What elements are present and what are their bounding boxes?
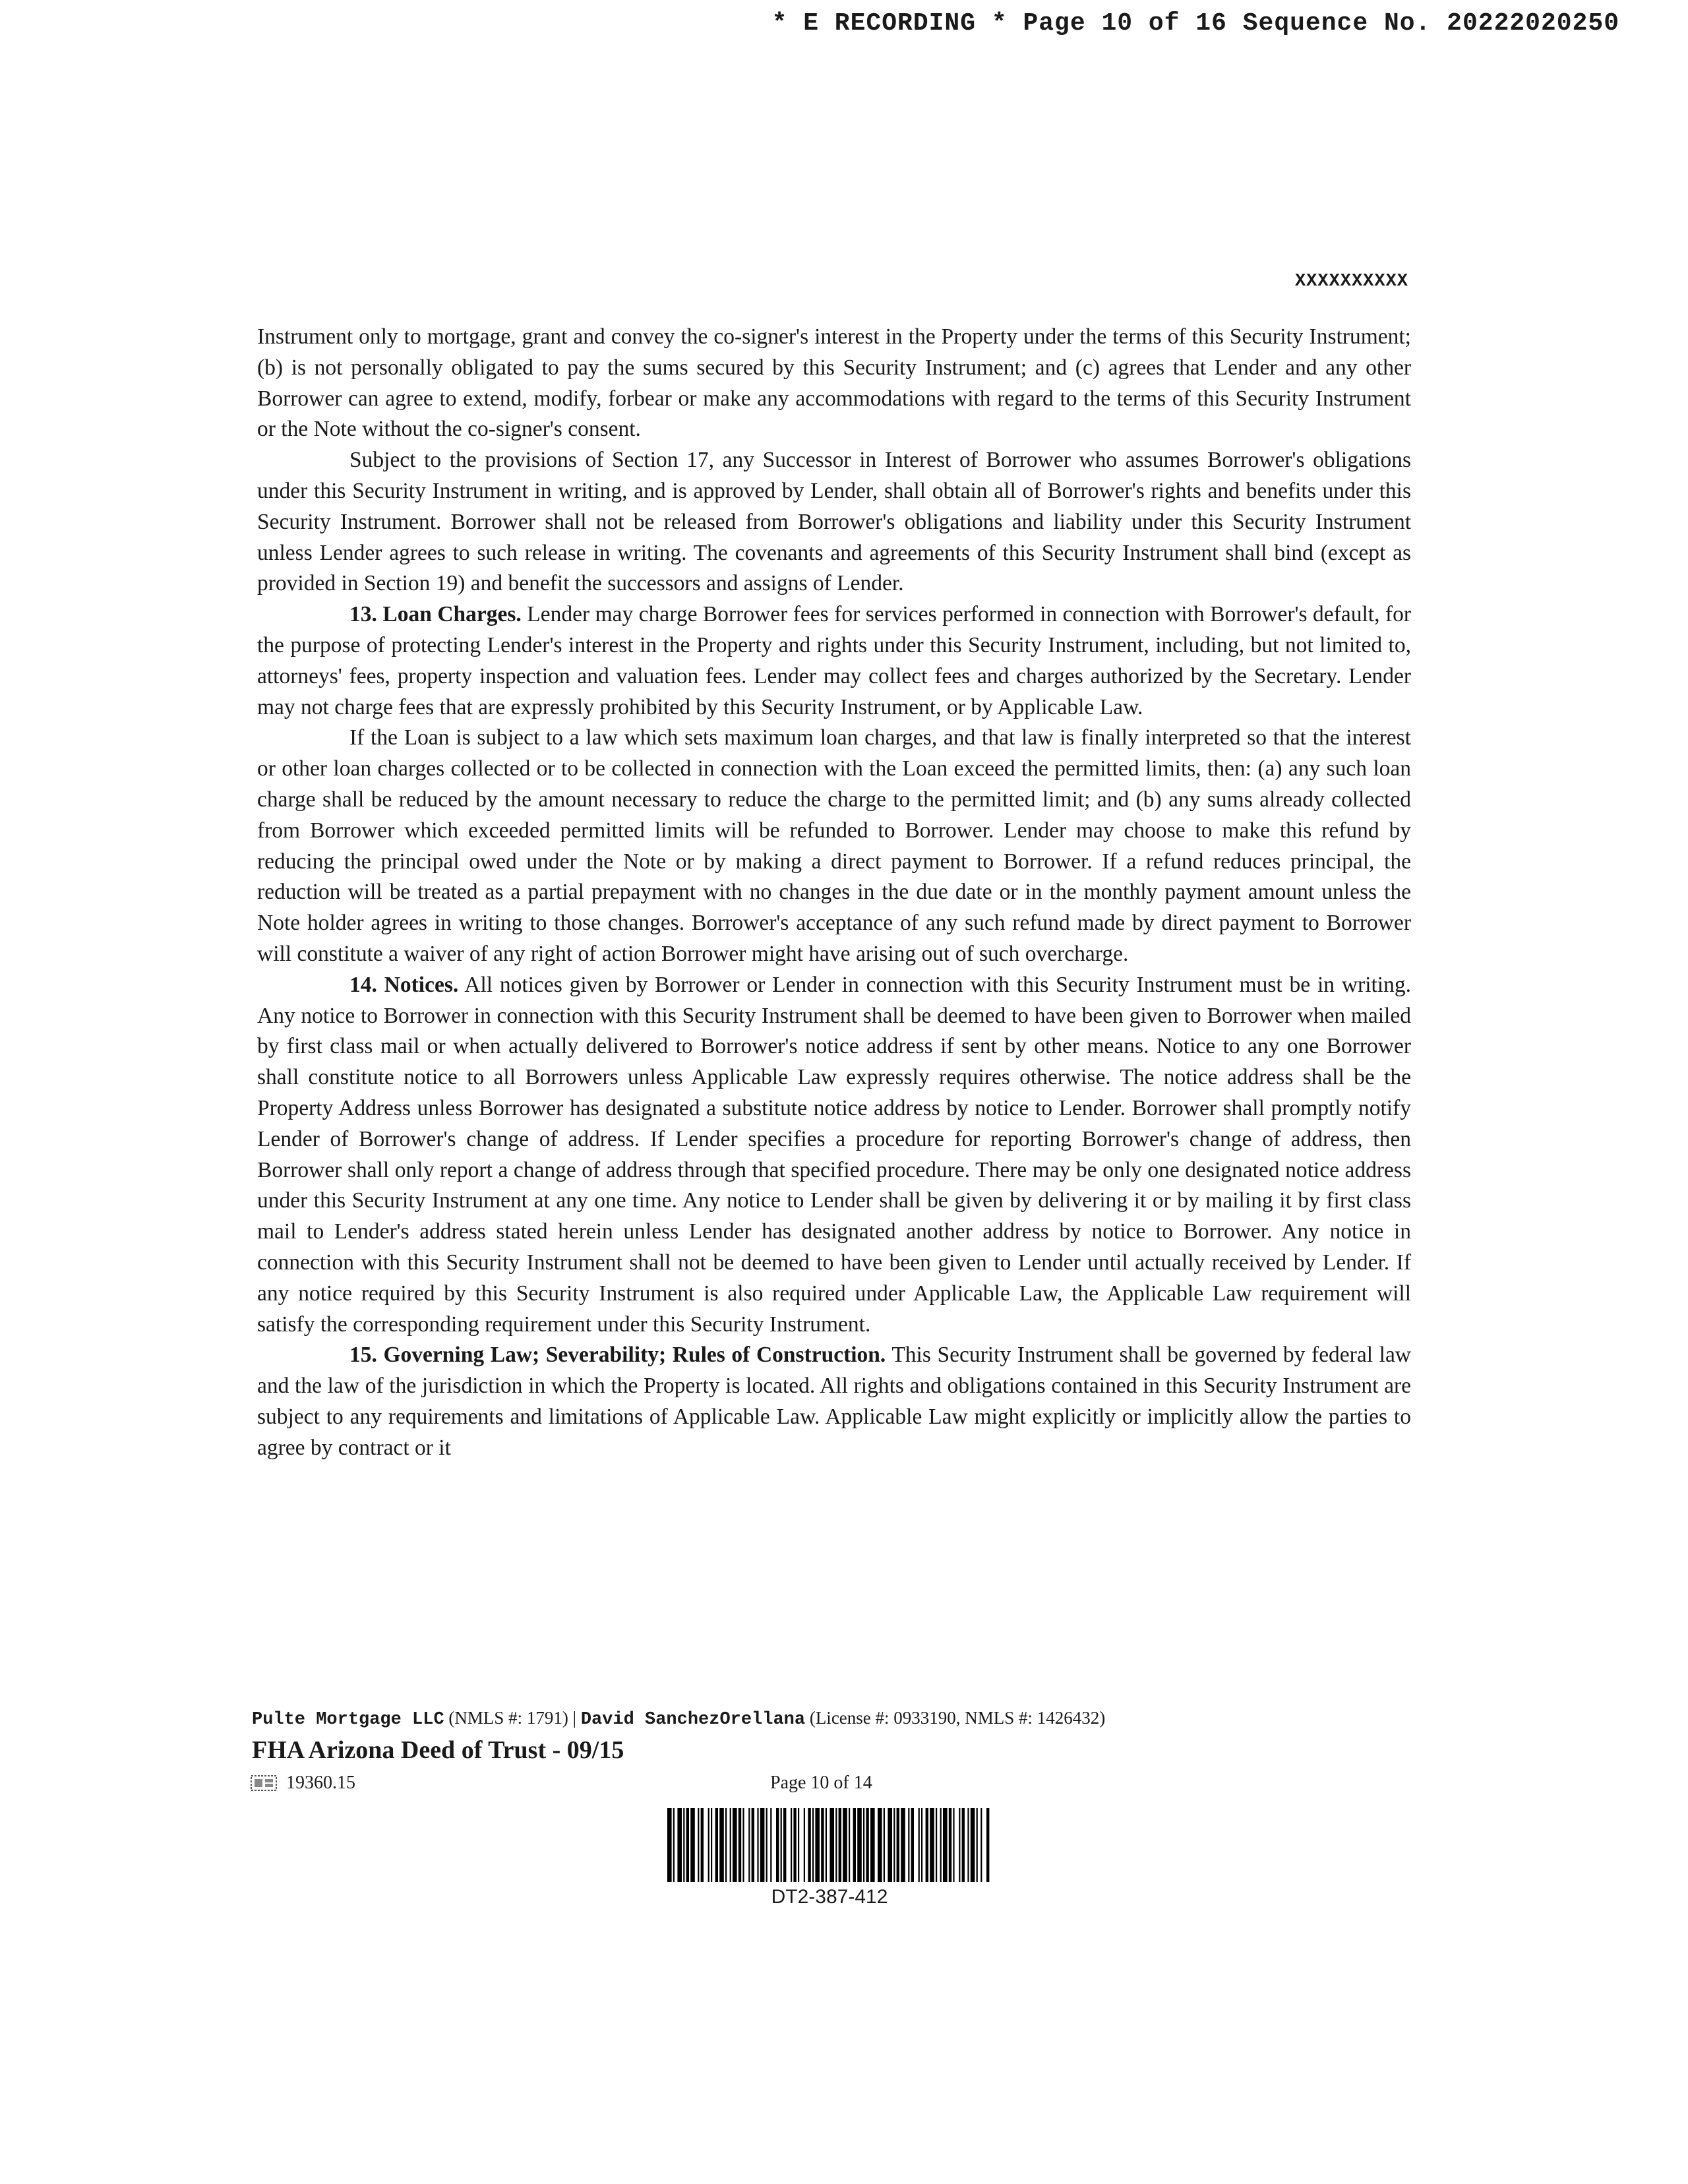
recording-header: * E RECORDING * Page 10 of 16 Sequence No. 20222020250 [771,9,1619,38]
originator-license: (License #: 0933190, NMLS #: 1426432) [805,1708,1106,1728]
form-number-block [251,1773,355,1794]
form-logo-icon [251,1774,277,1792]
paragraph-successor: Subject to the provisions of Section 17, any Successor in Interest of Borrower who assumes Borrower's obligations under this Security Instrument in writing, and is approved by Lender, shall obtain all of Borrower's rights and benefits under this Security Instrument. Borrower shall not be released from Borrower's obligations and liability under this Security Instrument unless Lender agrees to such release in writing. The covenants and agreements of this Security Instrument shall bind (except as provided in Section 19) and benefit the successors and assigns of Lender. [257,448,1411,596]
lender-name: Pulte Mortgage LLC [252,1710,444,1730]
section-15-text: This Security Instrument shall be governed by federal law and the law of the jurisdiction in which the Property is located. All rights and obligations contained in this Security Instrument are subject to any requirements and limitations of Applicable Law. Applicable Law might explicitly or implicitly allow the parties to agree by contract or it [257,1343,1411,1460]
form-title: FHA Arizona Deed of Trust - 09/15 [252,1736,624,1764]
section-15-heading: 15. Governing Law; Severability; Rules of Construction. [349,1343,886,1368]
originator-name: David SanchezOrellana [580,1710,806,1730]
lender-nmls: (NMLS #: 1791) | [444,1708,581,1728]
paragraph-maximum-loan-charges: If the Loan is subject to a law which sets maximum loan charges, and that law is finally interpreted so that the interest or other loan charges collected or to be collected in connection with the Loan exceed the permitted limits, then: (a) any such loan charge shall be reduced by the amount necessary to reduce the charge to the permitted limit; and (b) any sums already collected from Borrower which exceeded permitted limits will be refunded to Borrower. Lender may choose to make this refund by reducing the principal owed under the Note or by making a direct payment to Borrower. If a refund reduces principal, the reduction will be treated as a partial prepayment with no changes in the due date or in the monthly payment amount unless the Note holder agrees in writing to those changes. Borrower's acceptance of any such refund made by direct payment to Borrower will constitute a waiver of any right of action Borrower might have arising out of such overcharge. [257,725,1411,966]
document-body [257,322,1411,1463]
page-number: Page 10 of 14 [770,1773,872,1793]
section-14-notices [257,970,1411,1341]
barcode-icon [665,1808,994,1882]
paragraph-cosigner: Instrument only to mortgage, grant and convey the co-signer's interest in the Property under the terms of this Security Instrument; (b) is not personally obligated to pay the sums secured by this Security Instrument; and (c) agrees that Lender and any other Borrower can agree to extend, modify, forbear or make any accommodations with regard to the terms of this Security Instrument or the Note without the co-signer's consent. [257,324,1411,442]
footer-lender-line [252,1708,1105,1730]
section-15-governing-law [257,1340,1411,1463]
section-13-heading: 13. Loan Charges. [349,602,522,627]
section-14-heading: 14. Notices. [349,972,459,997]
section-13-loan-charges [257,599,1411,723]
loan-number: XXXXXXXXXX [1294,272,1408,291]
barcode-text: DT2-387-412 [771,1886,888,1908]
form-number: 19360.15 [286,1773,355,1793]
section-13-text: Lender may charge Borrower fees for services performed in connection with Borrower's default, for the purpose of protecting Lender's interest in the Property and rights under this Security Instrument, including, but not limited to, attorneys' fees, property inspection and valuation fees. Lender may collect fees and charges authorized by the Secretary. Lender may not charge fees that are expressly prohibited by this Security Instrument, or by Applicable Law. [257,602,1411,719]
section-14-text: All notices given by Borrower or Lender in connection with this Security Instrument must be in writing. Any notice to Borrower in connection with this Security Instrument shall be deemed to have been given to Borrower when mailed by first class mail or when actually delivered to Borrower's notice address if sent by other means. Notice to any one Borrower shall constitute notice to all Borrowers unless Applicable Law expressly requires otherwise. The notice address shall be the Property Address unless Borrower has designated a substitute notice address by notice to Lender. Borrower shall promptly notify Lender of Borrower's change of address. If Lender specifies a procedure for reporting Borrower's change of address, then Borrower shall only report a change of address through that specified procedure. There may be only one designated notice address under this Security Instrument at any one time. Any notice to Lender shall be given by delivering it or by mailing it by first class mail to Lender's address stated herein unless Lender has designated another address by notice to Borrower. Any notice in connection with this Security Instrument shall not be deemed to have been given to Lender until actually received by Lender. If any notice required by this Security Instrument is also required under Applicable Law, the Applicable Law requirement will satisfy the corresponding requirement under this Security Instrument. [257,972,1411,1337]
